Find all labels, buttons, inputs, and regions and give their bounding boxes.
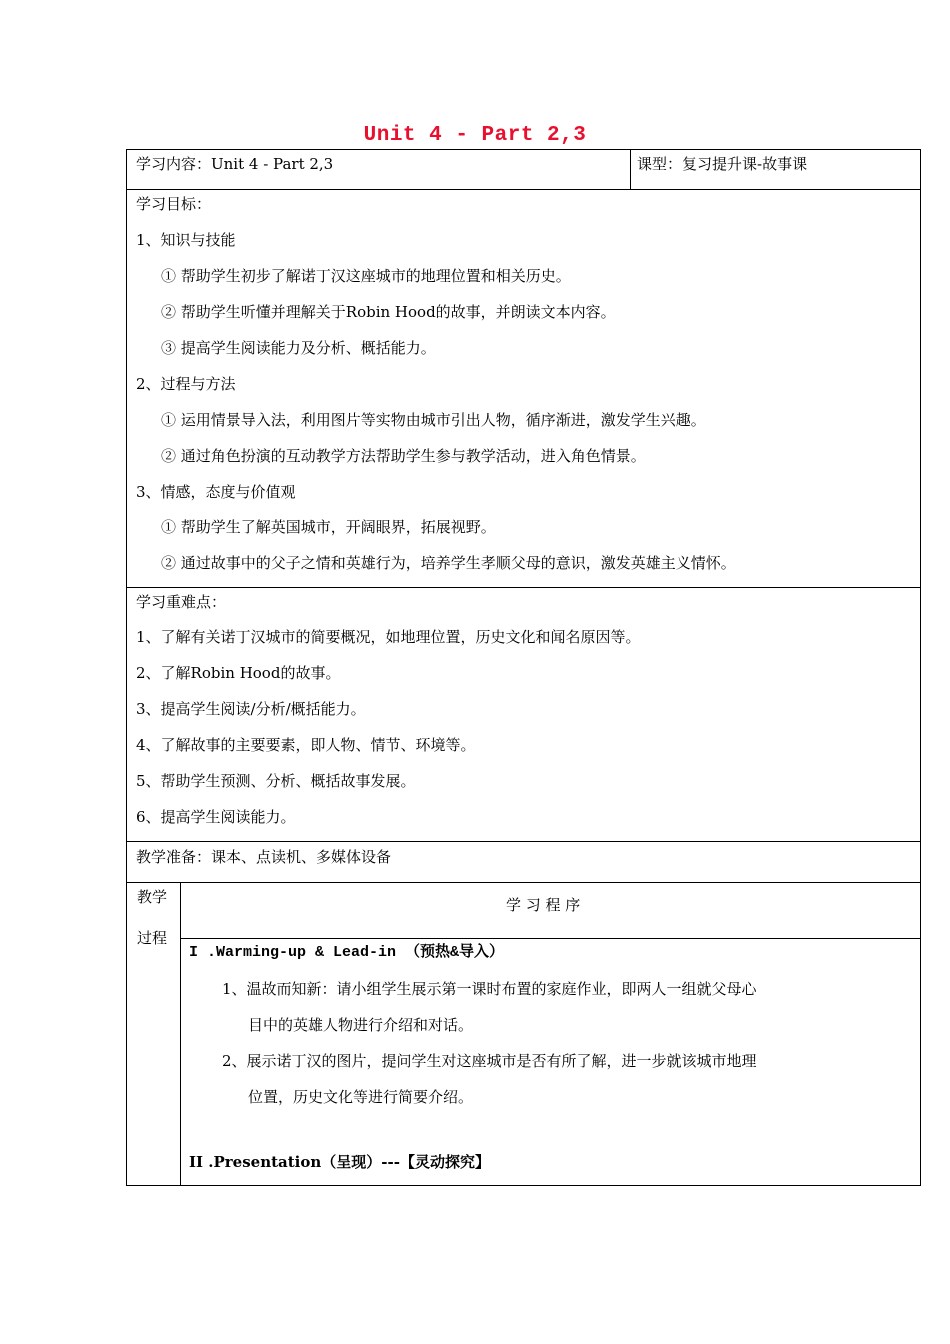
objective-item: ② 通过故事中的父子之情和英雄行为，培养学生孝顺父母的意识，激发英雄主义情怀。 [161,554,736,572]
process-side-label: 过程 [137,929,168,947]
section-warming-up: I .Warming-up & Lead-in （预热&导入） [189,944,505,961]
process-item-continuation: 目中的英雄人物进行介绍和对话。 [248,1016,474,1034]
objective-item: ① 帮助学生了解英国城市，开阔眼界，拓展视野。 [161,518,496,536]
teaching-preparation: 教学准备：课本、点读机、多媒体设备 [136,848,392,866]
objective-item: ② 通过角色扮演的互动教学方法帮助学生参与教学活动，进入角色情景。 [161,447,646,465]
keypoint-item: 6、提高学生阅读能力。 [136,808,296,826]
process-item: 2、展示诺丁汉的图片，提问学生对这座城市是否有所了解，进一步就该城市地理 [222,1052,757,1070]
section-presentation: II .Presentation（呈现）---【灵动探究】 [189,1153,490,1171]
objective-item: ① 运用情景导入法，利用图片等实物由城市引出人物，循序渐进，激发学生兴趣。 [161,411,706,429]
objectives-heading: 学习目标： [136,195,212,213]
keypoint-item: 5、帮助学生预测、分析、概括故事发展。 [136,772,416,790]
objective-item: ② 帮助学生听懂并理解关于Robin Hood的故事，并朗读文本内容。 [161,303,616,321]
objective-item: ③ 提高学生阅读能力及分析、概括能力。 [161,339,436,357]
process-header: 学 习 程 序 [506,896,581,914]
process-side-label: 教学 [137,888,168,906]
objective-section-3: 3、情感，态度与价值观 [136,483,296,501]
keypoint-item: 2、了解Robin Hood的故事。 [136,664,341,682]
learning-content: 学习内容：Unit 4 - Part 2,3 [136,155,334,173]
keypoint-item: 1、了解有关诺丁汉城市的简要概况，如地理位置，历史文化和闻名原因等。 [136,628,641,646]
objective-item: ① 帮助学生初步了解诺丁汉这座城市的地理位置和相关历史。 [161,267,571,285]
page-title: Unit 4 - Part 2,3 [363,124,587,147]
keypoint-item: 4、了解故事的主要要素，即人物、情节、环境等。 [136,736,476,754]
lesson-type: 课型：复习提升课-故事课 [637,155,808,173]
process-item-continuation: 位置，历史文化等进行简要介绍。 [248,1088,474,1106]
objective-section-2: 2、过程与方法 [136,375,236,393]
keypoints-heading: 学习重难点： [136,593,227,611]
objective-section-1: 1、知识与技能 [136,231,236,249]
process-item: 1、温故而知新：请小组学生展示第一课时布置的家庭作业，即两人一组就父母心 [222,980,757,998]
keypoint-item: 3、提高学生阅读/分析/概括能力。 [136,700,366,718]
